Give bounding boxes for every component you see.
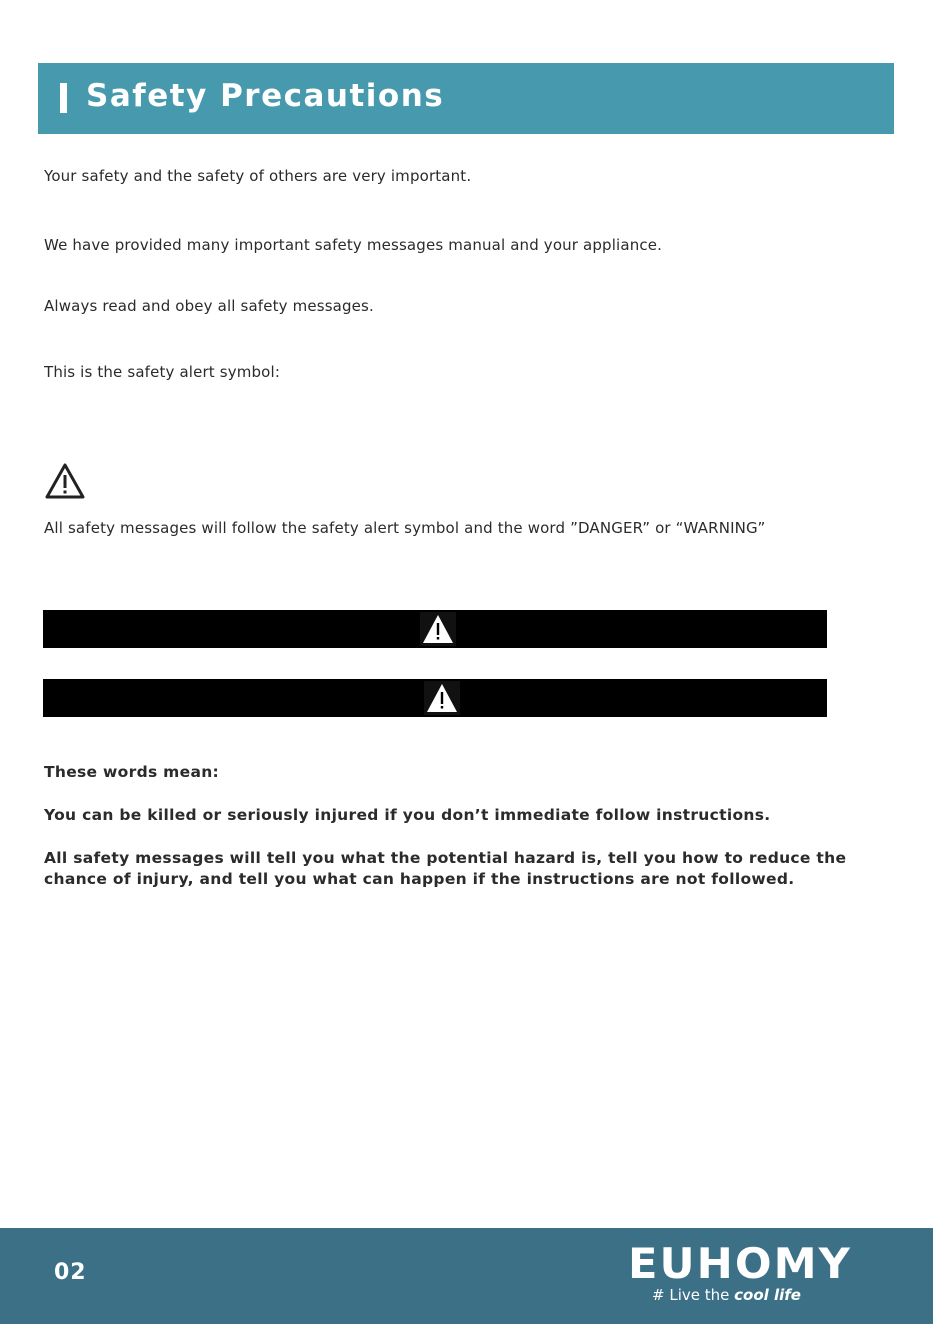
svg-text:EUHOMY: EUHOMY xyxy=(628,1239,852,1286)
follow-symbol-paragraph: All safety messages will follow the safety alert symbol and the word ”DANGER” or “WARNING” xyxy=(44,519,766,537)
tagline-prefix: # Live the xyxy=(652,1286,735,1304)
euhomy-logo xyxy=(628,1238,854,1286)
intro-paragraph: Your safety and the safety of others are very important. xyxy=(44,167,472,185)
danger-label-bar xyxy=(43,610,827,648)
header-accent-bar xyxy=(60,83,67,113)
warning-triangle-icon xyxy=(44,462,86,500)
alert-symbol-paragraph: This is the safety alert symbol: xyxy=(44,363,281,381)
meaning-heading: These words mean: xyxy=(44,763,220,781)
hazard-explanation-text: All safety messages will tell you what the potential hazard is, tell you how to reduce the chance of injury, and tell you what can happen if the instructions are not followed. xyxy=(44,849,847,888)
obey-paragraph: Always read and obey all safety messages. xyxy=(44,297,374,315)
warning-label-bar xyxy=(43,679,827,717)
page-footer xyxy=(0,1228,933,1324)
tagline-emphasis: cool life xyxy=(734,1286,801,1304)
brand-tagline xyxy=(652,1286,801,1304)
section-header-banner xyxy=(38,63,894,134)
page-title: Safety Precautions xyxy=(86,78,445,114)
messages-paragraph: We have provided many important safety messages manual and your appliance. xyxy=(44,236,663,254)
danger-warning-icon xyxy=(420,612,456,646)
warning-alert-icon xyxy=(424,681,460,715)
page-number: 02 xyxy=(54,1260,87,1285)
killed-warning-text: You can be killed or seriously injured if you don’t immediate follow instructions. xyxy=(44,806,771,824)
